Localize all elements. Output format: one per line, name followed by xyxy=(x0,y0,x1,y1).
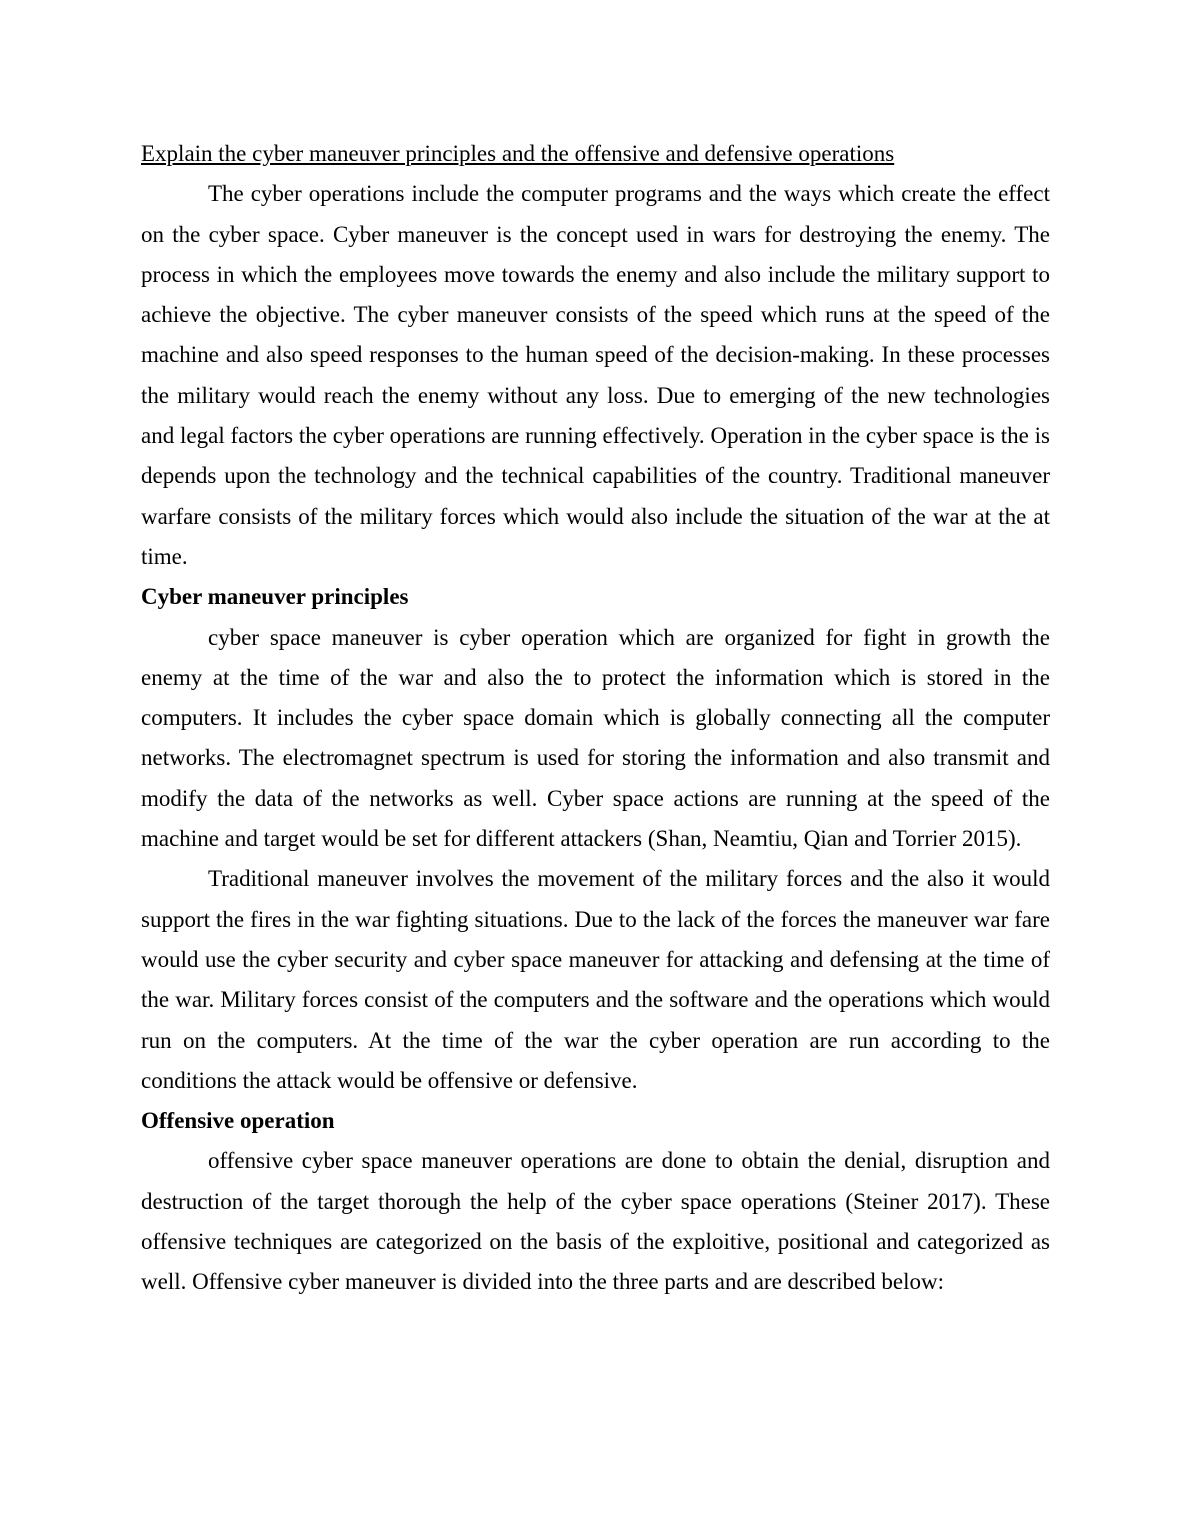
paragraph-offensive-operations: offensive cyber space maneuver operations are done to obtain the denial, disruption and destruction of the target thorough the help of the cyber space operations (Steiner 2017). These offensive techniques are categorized on the basis of the exploitive, positional and categorized as well. Offensive cyber maneuver is divided into the three parts and are described below: xyxy=(141,1148,1050,1295)
paragraph-intro: The cyber operations include the computer programs and the ways which create the effect on the cyber space. Cyber maneuver is the concept used in wars for destroying the enemy. The process in which the employees move towards the enemy and also include the military support to achieve the objective. The cyber maneuver consists of the speed which runs at the speed of the machine and also speed responses to the human speed of the decision-making. In these processes the military would reach the enemy without any loss. Due to emerging of the new technologies and legal factors the cyber operations are running effectively. Operation in the cyber space is the is depends upon the technology and the technical capabilities of the country. Traditional maneuver warfare consists of the military forces which would also include the situation of the war at the at time. xyxy=(141,181,1050,569)
document-title: Explain the cyber maneuver principles and the offensive and defensive operations xyxy=(141,141,895,166)
section-heading-offensive-operation: Offensive operation xyxy=(141,1108,335,1134)
section-heading-cyber-maneuver-principles: Cyber maneuver principles xyxy=(141,584,409,610)
paragraph-cyber-space-maneuver: cyber space maneuver is cyber operation which are organized for fight in growth the enemy at the time of the war and also the to protect the information which is stored in the computers. It includes the cyber space domain which is globally connecting all the computer networks. The electromagnet spectrum is used for storing the information and also transmit and modify the data of the networks as well. Cyber space actions are running at the speed of the machine and target would be set for different attackers (Shan, Neamtiu, Qian and Torrier 2015). xyxy=(141,624,1050,852)
paragraph-traditional-maneuver: Traditional maneuver involves the movement of the military forces and the also it would support the fires in the war fighting situations. Due to the lack of the forces the maneuver war fare would use the cyber security and cyber space maneuver for attacking and defensing at the time of the war. Military forces consist of the computers and the software and the operations which would run on the computers. At the time of the war the cyber operation are run according to the conditions the attack would be offensive or defensive. xyxy=(141,866,1050,1093)
